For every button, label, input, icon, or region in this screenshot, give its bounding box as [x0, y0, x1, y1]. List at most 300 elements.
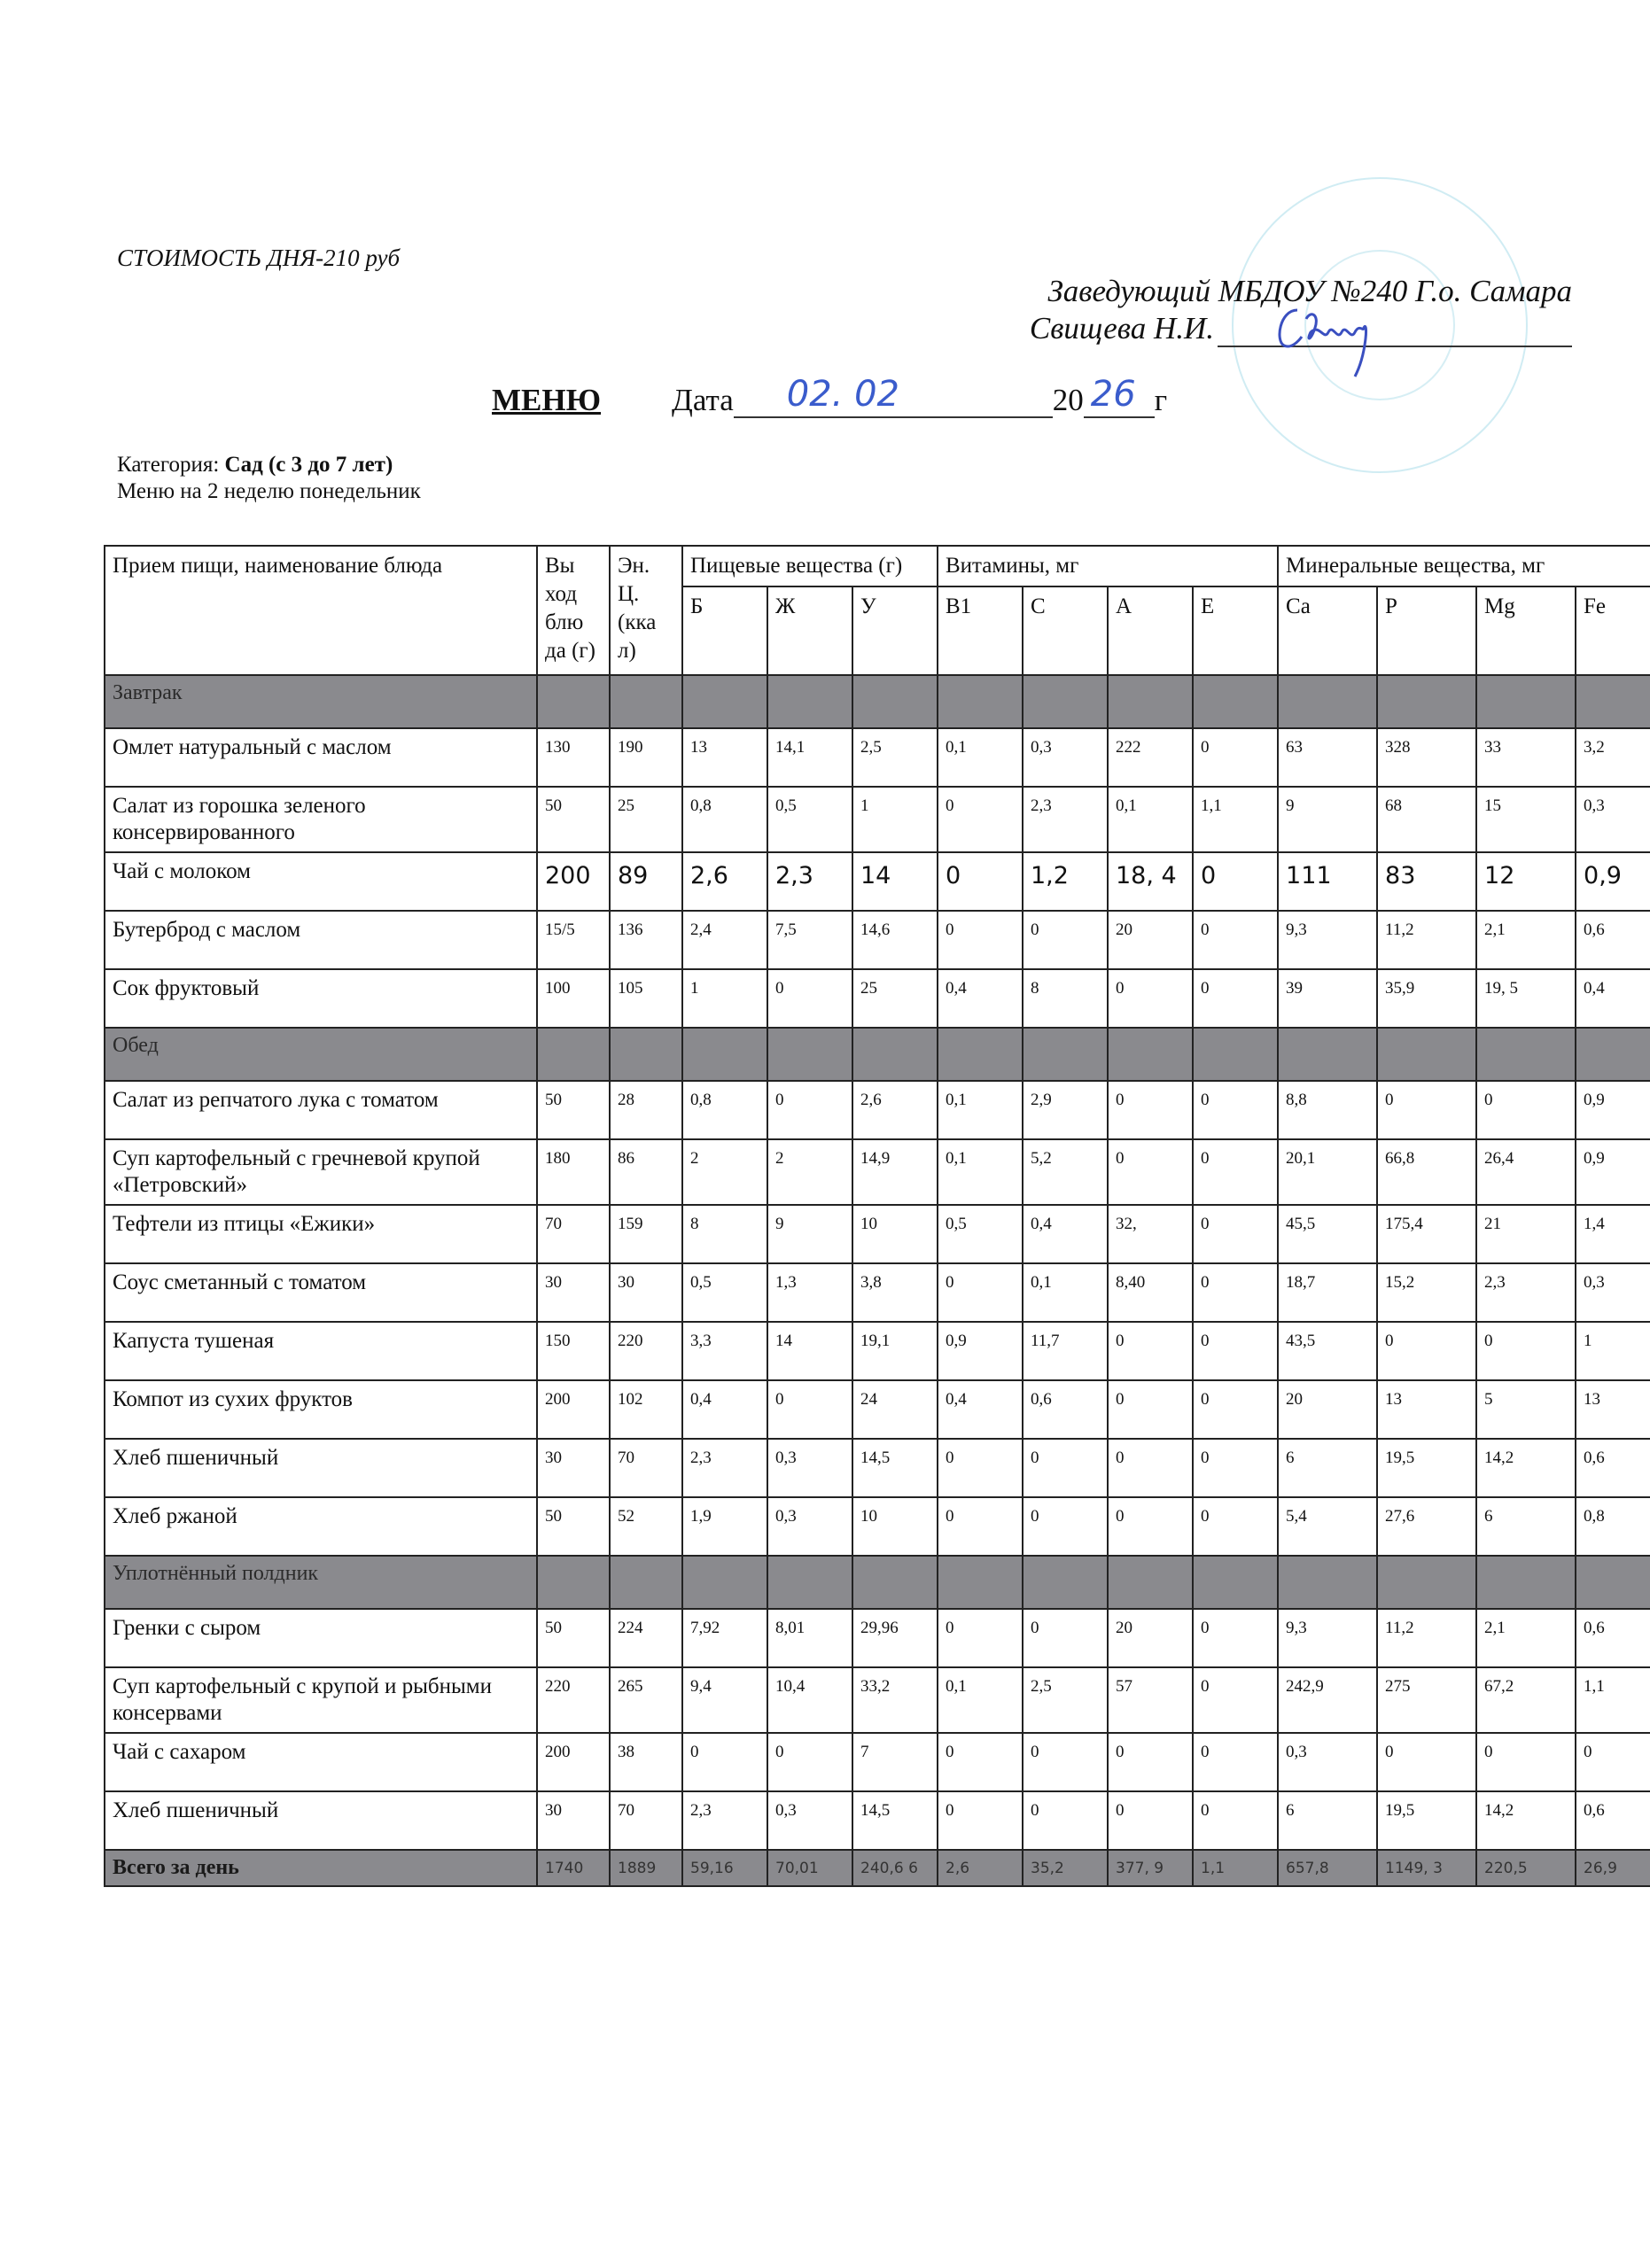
value-cell: 0,8 [1576, 1497, 1650, 1556]
header-p: P [1377, 586, 1476, 675]
header-b1: B1 [938, 586, 1023, 675]
section-cell [1576, 1556, 1650, 1609]
value-cell: 0 [1193, 1263, 1278, 1322]
section-cell [537, 1556, 610, 1609]
value-cell: 0,4 [938, 1380, 1023, 1439]
dish-name: Соус сметанный с томатом [105, 1263, 537, 1322]
value-cell: 2,6 [682, 852, 767, 911]
table-row [105, 1139, 1650, 1205]
value-cell: 6 [1476, 1497, 1576, 1556]
section-cell [1377, 1028, 1476, 1081]
section-row [105, 1556, 1650, 1609]
value-cell: 0,6 [1576, 1791, 1650, 1850]
value-cell: 0 [1108, 1439, 1193, 1497]
value-cell: 0 [1023, 1733, 1108, 1791]
value-cell: 83 [1377, 852, 1476, 911]
total-cell: 26,9 [1576, 1850, 1650, 1886]
value-cell: 222 [1108, 728, 1193, 787]
value-cell: 0 [1193, 1439, 1278, 1497]
section-cell [852, 1556, 938, 1609]
value-cell: 28 [610, 1081, 682, 1139]
table-row [105, 852, 1650, 911]
value-cell: 328 [1377, 728, 1476, 787]
section-cell [610, 1028, 682, 1081]
table-row [105, 728, 1650, 787]
value-cell: 30 [537, 1263, 610, 1322]
value-cell: 43,5 [1278, 1322, 1377, 1380]
value-cell: 0 [767, 1081, 852, 1139]
section-cell [1476, 1556, 1576, 1609]
value-cell: 5,2 [1023, 1139, 1108, 1205]
value-cell: 0,1 [938, 1139, 1023, 1205]
header-carbs: У [852, 586, 938, 675]
value-cell: 0 [1193, 911, 1278, 969]
value-cell: 25 [610, 787, 682, 852]
value-cell: 1,9 [682, 1497, 767, 1556]
value-cell: 0 [682, 1733, 767, 1791]
value-cell: 0,6 [1023, 1380, 1108, 1439]
value-cell: 0 [1193, 969, 1278, 1028]
value-cell: 11,7 [1023, 1322, 1108, 1380]
value-cell: 15/5 [537, 911, 610, 969]
value-cell: 0 [1193, 1733, 1278, 1791]
value-cell: 67,2 [1476, 1667, 1576, 1733]
value-cell: 8,40 [1108, 1263, 1193, 1322]
value-cell: 2 [682, 1139, 767, 1205]
value-cell: 14,2 [1476, 1439, 1576, 1497]
value-cell: 0,1 [1023, 1263, 1108, 1322]
value-cell: 14,5 [852, 1439, 938, 1497]
total-cell: 59,16 [682, 1850, 767, 1886]
value-cell: 0,9 [938, 1322, 1023, 1380]
total-cell: 1740 [537, 1850, 610, 1886]
approval-block [1030, 273, 1572, 347]
value-cell: 50 [537, 1497, 610, 1556]
value-cell: 0,9 [1576, 852, 1650, 911]
value-cell: 2,3 [1476, 1263, 1576, 1322]
value-cell: 2,3 [682, 1439, 767, 1497]
value-cell: 33 [1476, 728, 1576, 787]
dish-name: Сок фруктовый [105, 969, 537, 1028]
value-cell: 70 [610, 1791, 682, 1850]
value-cell: 0 [1193, 1791, 1278, 1850]
value-cell: 136 [610, 911, 682, 969]
table-row [105, 911, 1650, 969]
value-cell: 19,5 [1377, 1791, 1476, 1850]
value-cell: 14,9 [852, 1139, 938, 1205]
value-cell: 0,6 [1576, 1609, 1650, 1667]
header-yield: Вы ход блю да (г) [537, 546, 610, 675]
value-cell: 12 [1476, 852, 1576, 911]
value-cell: 0 [1193, 728, 1278, 787]
value-cell: 105 [610, 969, 682, 1028]
value-cell: 0 [1023, 1609, 1108, 1667]
value-cell: 63 [1278, 728, 1377, 787]
value-cell: 0 [1476, 1733, 1576, 1791]
dish-name: Чай с молоком [105, 852, 537, 911]
value-cell: 0 [1193, 1667, 1278, 1733]
value-cell: 30 [610, 1263, 682, 1322]
value-cell: 10 [852, 1497, 938, 1556]
section-cell [1108, 675, 1193, 728]
total-cell: 1149, 3 [1377, 1850, 1476, 1886]
value-cell: 39 [1278, 969, 1377, 1028]
section-name: Завтрак [105, 675, 537, 728]
section-cell [1576, 1028, 1650, 1081]
section-name: Обед [105, 1028, 537, 1081]
value-cell: 200 [537, 852, 610, 911]
section-cell [1278, 1556, 1377, 1609]
total-cell: 220,5 [1476, 1850, 1576, 1886]
table-row [105, 1733, 1650, 1791]
value-cell: 0 [1193, 1205, 1278, 1263]
approver-name: Свищева Н.И. [1029, 311, 1214, 346]
total-label: Всего за день [105, 1850, 537, 1886]
value-cell: 2,5 [1023, 1667, 1108, 1733]
year-prefix: 20 [1052, 383, 1084, 417]
value-cell: 0 [767, 969, 852, 1028]
value-cell: 9 [767, 1205, 852, 1263]
header-protein: Б [682, 586, 767, 675]
value-cell: 2,3 [767, 852, 852, 911]
value-cell: 0 [1193, 1081, 1278, 1139]
value-cell: 30 [537, 1439, 610, 1497]
section-cell [1278, 675, 1377, 728]
header-energy: Эн. Ц. (кка л) [610, 546, 682, 675]
total-row [105, 1850, 1650, 1886]
value-cell: 0,5 [767, 787, 852, 852]
value-cell: 175,4 [1377, 1205, 1476, 1263]
value-cell: 66,8 [1377, 1139, 1476, 1205]
section-cell [682, 1028, 767, 1081]
value-cell: 275 [1377, 1667, 1476, 1733]
total-cell: 1,1 [1193, 1850, 1278, 1886]
value-cell: 130 [537, 728, 610, 787]
value-cell: 6 [1278, 1439, 1377, 1497]
value-cell: 0,8 [682, 1081, 767, 1139]
value-cell: 68 [1377, 787, 1476, 852]
value-cell: 0 [1576, 1733, 1650, 1791]
value-cell: 0 [938, 787, 1023, 852]
value-cell: 0,3 [1576, 787, 1650, 852]
dish-name: Гренки с сыром [105, 1609, 537, 1667]
value-cell: 20 [1108, 1609, 1193, 1667]
dish-name: Компот из сухих фруктов [105, 1380, 537, 1439]
section-row [105, 675, 1650, 728]
section-cell [610, 675, 682, 728]
date-label: Дата [672, 383, 734, 417]
value-cell: 0 [1108, 1322, 1193, 1380]
value-cell: 0,5 [682, 1263, 767, 1322]
section-cell [1576, 675, 1650, 728]
value-cell: 0,4 [682, 1380, 767, 1439]
table-row [105, 1609, 1650, 1667]
dish-name: Тефтели из птицы «Ежики» [105, 1205, 537, 1263]
value-cell: 190 [610, 728, 682, 787]
year-value: 26 [1090, 374, 1136, 415]
value-cell: 180 [537, 1139, 610, 1205]
header-fat: Ж [767, 586, 852, 675]
value-cell: 0 [1377, 1322, 1476, 1380]
dish-name: Омлет натуральный с маслом [105, 728, 537, 787]
value-cell: 9,4 [682, 1667, 767, 1733]
value-cell: 13 [682, 728, 767, 787]
value-cell: 0,5 [938, 1205, 1023, 1263]
table-row [105, 1667, 1650, 1733]
table-row [105, 1439, 1650, 1497]
section-cell [767, 1028, 852, 1081]
value-cell: 8 [682, 1205, 767, 1263]
value-cell: 0 [1193, 852, 1278, 911]
value-cell: 14,2 [1476, 1791, 1576, 1850]
total-cell: 657,8 [1278, 1850, 1377, 1886]
dish-name: Капуста тушеная [105, 1322, 537, 1380]
value-cell: 52 [610, 1497, 682, 1556]
header-ca: Ca [1278, 586, 1377, 675]
value-cell: 2,6 [852, 1081, 938, 1139]
value-cell: 242,9 [1278, 1667, 1377, 1733]
header-fe: Fe [1576, 586, 1650, 675]
value-cell: 0 [938, 1497, 1023, 1556]
value-cell: 220 [537, 1667, 610, 1733]
value-cell: 11,2 [1377, 1609, 1476, 1667]
value-cell: 0 [938, 1609, 1023, 1667]
value-cell: 57 [1108, 1667, 1193, 1733]
value-cell: 0 [1193, 1139, 1278, 1205]
signature-line [1218, 314, 1572, 347]
value-cell: 20 [1108, 911, 1193, 969]
value-cell: 0 [1193, 1322, 1278, 1380]
section-cell [938, 1556, 1023, 1609]
dish-name: Хлеб пшеничный [105, 1439, 537, 1497]
section-cell [1023, 675, 1108, 728]
header-mg: Mg [1476, 586, 1576, 675]
section-cell [1108, 1556, 1193, 1609]
value-cell: 2,5 [852, 728, 938, 787]
value-cell: 1,3 [767, 1263, 852, 1322]
value-cell: 50 [537, 1609, 610, 1667]
dish-name: Салат из репчатого лука с томатом [105, 1081, 537, 1139]
value-cell: 0 [938, 1733, 1023, 1791]
value-cell: 0 [938, 911, 1023, 969]
value-cell: 19,1 [852, 1322, 938, 1380]
section-cell [1023, 1028, 1108, 1081]
value-cell: 0,3 [767, 1439, 852, 1497]
value-cell: 0,3 [767, 1497, 852, 1556]
value-cell: 0 [1108, 1497, 1193, 1556]
value-cell: 150 [537, 1322, 610, 1380]
section-cell [938, 1028, 1023, 1081]
value-cell: 5,4 [1278, 1497, 1377, 1556]
section-cell [682, 1556, 767, 1609]
value-cell: 0 [1193, 1609, 1278, 1667]
value-cell: 13 [1576, 1380, 1650, 1439]
value-cell: 220 [610, 1322, 682, 1380]
value-cell: 0,4 [938, 969, 1023, 1028]
value-cell: 0,1 [938, 1667, 1023, 1733]
year-suffix: г [1154, 383, 1168, 417]
header-nutrients: Пищевые вещества (г) [682, 546, 938, 586]
dish-name: Хлеб ржаной [105, 1497, 537, 1556]
value-cell: 2,4 [682, 911, 767, 969]
value-cell: 14,1 [767, 728, 852, 787]
value-cell: 0 [1108, 1380, 1193, 1439]
value-cell: 0 [938, 852, 1023, 911]
value-cell: 0,8 [682, 787, 767, 852]
value-cell: 13 [1377, 1380, 1476, 1439]
value-cell: 2,3 [1023, 787, 1108, 852]
value-cell: 0 [938, 1439, 1023, 1497]
value-cell: 3,8 [852, 1263, 938, 1322]
value-cell: 50 [537, 1081, 610, 1139]
value-cell: 0 [1108, 1791, 1193, 1850]
value-cell: 2,3 [682, 1791, 767, 1850]
value-cell: 14,6 [852, 911, 938, 969]
value-cell: 1,4 [1576, 1205, 1650, 1263]
value-cell: 0,6 [1576, 1439, 1650, 1497]
value-cell: 0,4 [1023, 1205, 1108, 1263]
value-cell: 25 [852, 969, 938, 1028]
table-row [105, 1322, 1650, 1380]
section-cell [537, 1028, 610, 1081]
value-cell: 27,6 [1377, 1497, 1476, 1556]
menu-title: МЕНЮ [492, 383, 602, 417]
dish-name: Салат из горошка зеленого консервированного [105, 787, 537, 852]
value-cell: 0 [1476, 1081, 1576, 1139]
menu-table [104, 545, 1650, 1887]
section-cell [537, 675, 610, 728]
value-cell: 100 [537, 969, 610, 1028]
value-cell: 86 [610, 1139, 682, 1205]
value-cell: 200 [537, 1380, 610, 1439]
header-a: A [1108, 586, 1193, 675]
value-cell: 0 [767, 1380, 852, 1439]
total-cell: 1889 [610, 1850, 682, 1886]
header-e: E [1193, 586, 1278, 675]
table-row [105, 1081, 1650, 1139]
value-cell: 7,92 [682, 1609, 767, 1667]
value-cell: 7 [852, 1733, 938, 1791]
value-cell: 0 [1108, 1139, 1193, 1205]
section-cell [1377, 1556, 1476, 1609]
value-cell: 14 [767, 1322, 852, 1380]
value-cell: 11,2 [1377, 911, 1476, 969]
value-cell: 20 [1278, 1380, 1377, 1439]
value-cell: 200 [537, 1733, 610, 1791]
dish-name: Хлеб пшеничный [105, 1791, 537, 1850]
value-cell: 0 [1377, 1081, 1476, 1139]
value-cell: 0 [1108, 969, 1193, 1028]
category-value: Сад (с 3 до 7 лет) [224, 453, 393, 477]
value-cell: 24 [852, 1380, 938, 1439]
section-cell [1193, 1556, 1278, 1609]
value-cell: 1 [682, 969, 767, 1028]
value-cell: 21 [1476, 1205, 1576, 1263]
value-cell: 33,2 [852, 1667, 938, 1733]
section-cell [1476, 1028, 1576, 1081]
value-cell: 0 [1193, 1380, 1278, 1439]
value-cell: 0,1 [938, 1081, 1023, 1139]
section-cell [938, 675, 1023, 728]
section-cell [1278, 1028, 1377, 1081]
value-cell: 102 [610, 1380, 682, 1439]
date-value: 02. 02 [786, 374, 900, 415]
section-row [105, 1028, 1650, 1081]
value-cell: 32, [1108, 1205, 1193, 1263]
section-cell [682, 675, 767, 728]
value-cell: 14,5 [852, 1791, 938, 1850]
date-field [734, 374, 1053, 418]
value-cell: 10 [852, 1205, 938, 1263]
value-cell: 18, 4 [1108, 852, 1193, 911]
category-block [117, 452, 421, 505]
value-cell: 1,2 [1023, 852, 1108, 911]
section-cell [767, 675, 852, 728]
total-cell: 35,2 [1023, 1850, 1108, 1886]
table-row [105, 1791, 1650, 1850]
value-cell: 70 [610, 1439, 682, 1497]
value-cell: 20,1 [1278, 1139, 1377, 1205]
value-cell: 0,3 [767, 1791, 852, 1850]
header-minerals: Минеральные вещества, мг [1278, 546, 1650, 586]
value-cell: 0,3 [1023, 728, 1108, 787]
value-cell: 0,6 [1576, 911, 1650, 969]
value-cell: 5 [1476, 1380, 1576, 1439]
header-dish: Прием пищи, наименование блюда [105, 546, 537, 675]
value-cell: 26,4 [1476, 1139, 1576, 1205]
value-cell: 30 [537, 1791, 610, 1850]
total-cell: 377, 9 [1108, 1850, 1193, 1886]
value-cell: 2 [767, 1139, 852, 1205]
section-cell [1108, 1028, 1193, 1081]
value-cell: 89 [610, 852, 682, 911]
value-cell: 1 [1576, 1322, 1650, 1380]
value-cell: 0 [1023, 911, 1108, 969]
dish-name: Суп картофельный с гречневой крупой «Петровский» [105, 1139, 537, 1205]
value-cell: 9,3 [1278, 1609, 1377, 1667]
table-row [105, 1497, 1650, 1556]
week-text: Меню на 2 неделю понедельник [117, 479, 421, 503]
value-cell: 8 [1023, 969, 1108, 1028]
value-cell: 0 [938, 1791, 1023, 1850]
value-cell: 0 [1023, 1497, 1108, 1556]
year-field [1084, 374, 1155, 418]
table-row [105, 787, 1650, 852]
table-row [105, 1380, 1650, 1439]
value-cell: 14 [852, 852, 938, 911]
dish-name: Бутерброд с маслом [105, 911, 537, 969]
value-cell: 0,3 [1278, 1733, 1377, 1791]
signature-image [1271, 301, 1413, 381]
value-cell: 2,1 [1476, 911, 1576, 969]
section-cell [1193, 1028, 1278, 1081]
value-cell: 6 [1278, 1791, 1377, 1850]
table-row [105, 969, 1650, 1028]
value-cell: 0,9 [1576, 1139, 1650, 1205]
menu-title-row [492, 374, 1168, 418]
value-cell: 9,3 [1278, 911, 1377, 969]
value-cell: 0,1 [1108, 787, 1193, 852]
value-cell: 10,4 [767, 1667, 852, 1733]
value-cell: 35,9 [1377, 969, 1476, 1028]
value-cell: 0 [1108, 1081, 1193, 1139]
value-cell: 0,1 [938, 728, 1023, 787]
value-cell: 0 [938, 1263, 1023, 1322]
section-cell [1476, 675, 1576, 728]
value-cell: 0 [1023, 1439, 1108, 1497]
value-cell: 111 [1278, 852, 1377, 911]
value-cell: 2,9 [1023, 1081, 1108, 1139]
